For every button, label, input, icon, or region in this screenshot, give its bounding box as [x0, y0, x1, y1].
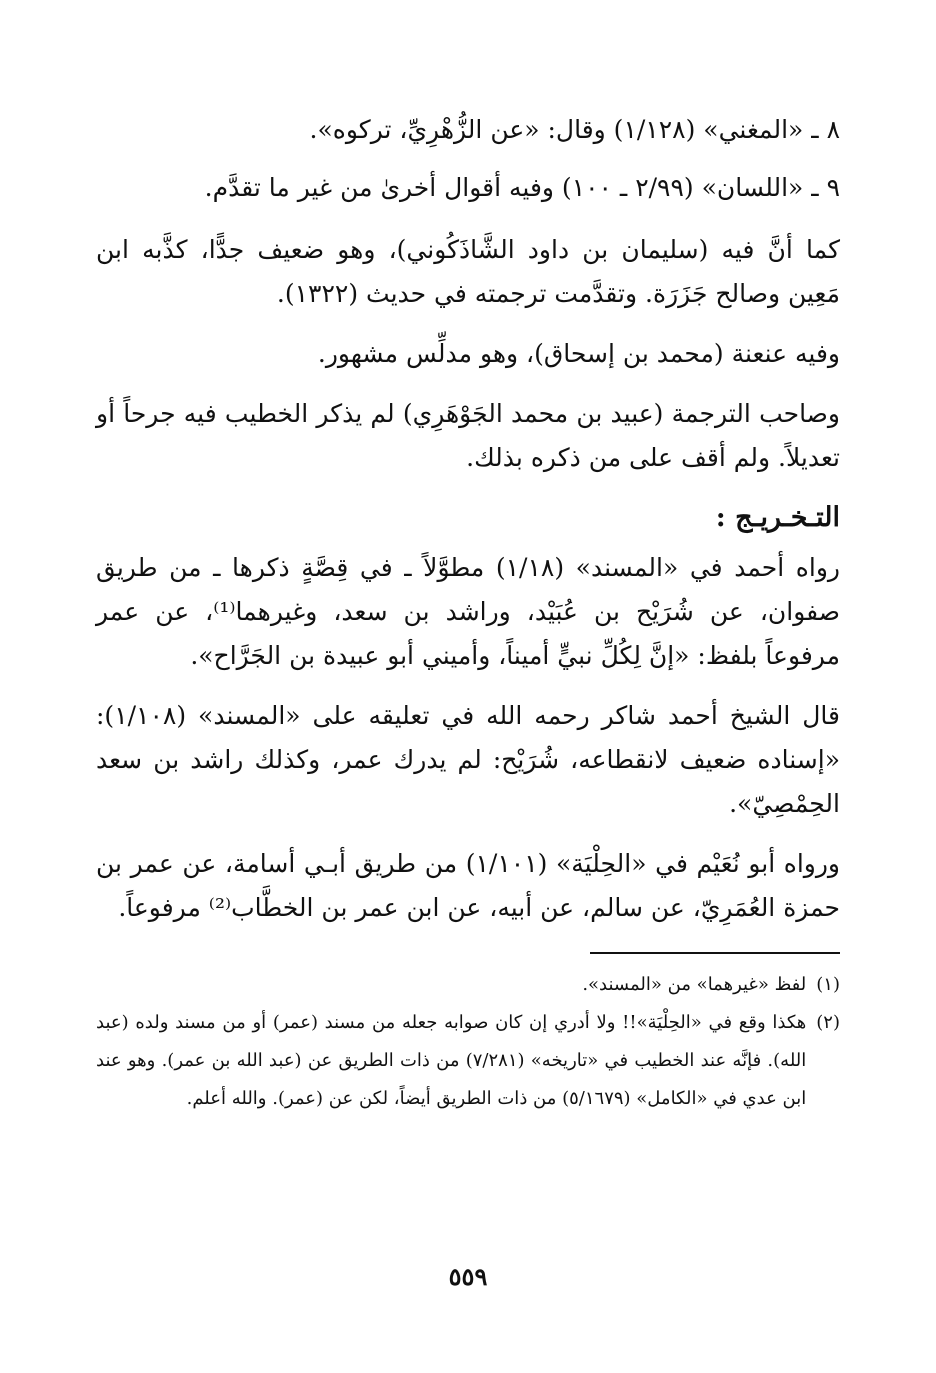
footnote — [96, 966, 840, 1004]
body-section-2 — [96, 546, 840, 930]
body-section-1 — [96, 228, 840, 480]
section-heading: التـخـريـج : — [715, 502, 840, 533]
footnote-number: (١) — [816, 974, 840, 995]
paragraph: وفيه عنعنة (محمد بن إسحاق)، وهو مدلِّس مشهور. — [317, 339, 840, 368]
paragraph: قال الشيخ أحمد شاكر رحمه الله في تعليقه على «المسند» (١/١٠٨): «إسناده ضعيف لانقطاعه، شُرَيْح: لم يدرك عمر، وكذلك راشد بن سعد الحِمْصِيّ». — [96, 701, 840, 818]
paragraph: كما أنَّ فيه (سليمان بن داود الشَّاذَكُوني)، وهو ضعيف جدًّا، كذَّبه ابن مَعِين وصالح جَزَرَة. وتقدَّمت ترجمته في حديث (١٣٢٢). — [96, 235, 840, 308]
footnotes — [96, 966, 840, 1118]
list-item: ٩ ـ «اللسان» (٢/٩٩ ـ ١٠٠) وفيه أقوال أخرىٰ من غير ما تقدَّم. — [204, 173, 840, 202]
paragraph: ورواه أبو نُعَيْم في «الحِلْيَة» (١/١٠١) من طريق أبـي أسامة، عن عمر بن حمزة العُمَرِيّ، عن سالم، عن أبيه، عن ابن عمر بن الخطَّاب⁽²⁾ مرفوعاً. — [96, 849, 841, 922]
footnote-text: لفظ «غيرهما» من «المسند». — [582, 974, 807, 995]
footnote-text: هكذا وقع في «الحِلْيَة»!! ولا أدري إن كان صوابه جعله من مسند (عمر) أو من مسند ولده (عبد الله). فإنَّه عند الخطيب في «تاريخه» (٧/٢٨١) من ذات الطريق عن (عبد الله بن عمر). وهو عند ابن عدي في «الكامل» (٥/١٦٧٩) من ذات الطريق أيضاً، لكن عن (عمر). والله أعلم. — [96, 1012, 807, 1109]
list-item: ٨ ـ «المغني» (١/١٢٨) وقال: «عن الزُّهْرِيِّ، تركوه». — [309, 115, 840, 144]
numbered-list — [96, 112, 840, 206]
paragraph: رواه أحمد في «المسند» (١/١٨) مطوَّلاً ـ في قِصَّةٍ ذكرها ـ من طريق صفوان، عن شُرَيْح بن عُبَيْد، وراشد بن سعد، وغيرهما⁽¹⁾، عن عمر مرفوعاً بلفظ: «إنَّ لِكُلِّ نبيٍّ أميناً، وأميني أبو عبيدة بن الجَرَّاح». — [96, 553, 841, 670]
footnote-separator — [590, 952, 840, 954]
footnote — [96, 1004, 840, 1118]
paragraph: وصاحب الترجمة (عبيد بن محمد الجَوْهَرِي) لم يذكر الخطيب فيه جرحاً أو تعديلاً. ولم أقف على من ذكره بذلك. — [96, 399, 840, 472]
footnote-number: (٢) — [816, 1012, 840, 1033]
page-number: ٥٥٩ — [448, 1262, 488, 1291]
